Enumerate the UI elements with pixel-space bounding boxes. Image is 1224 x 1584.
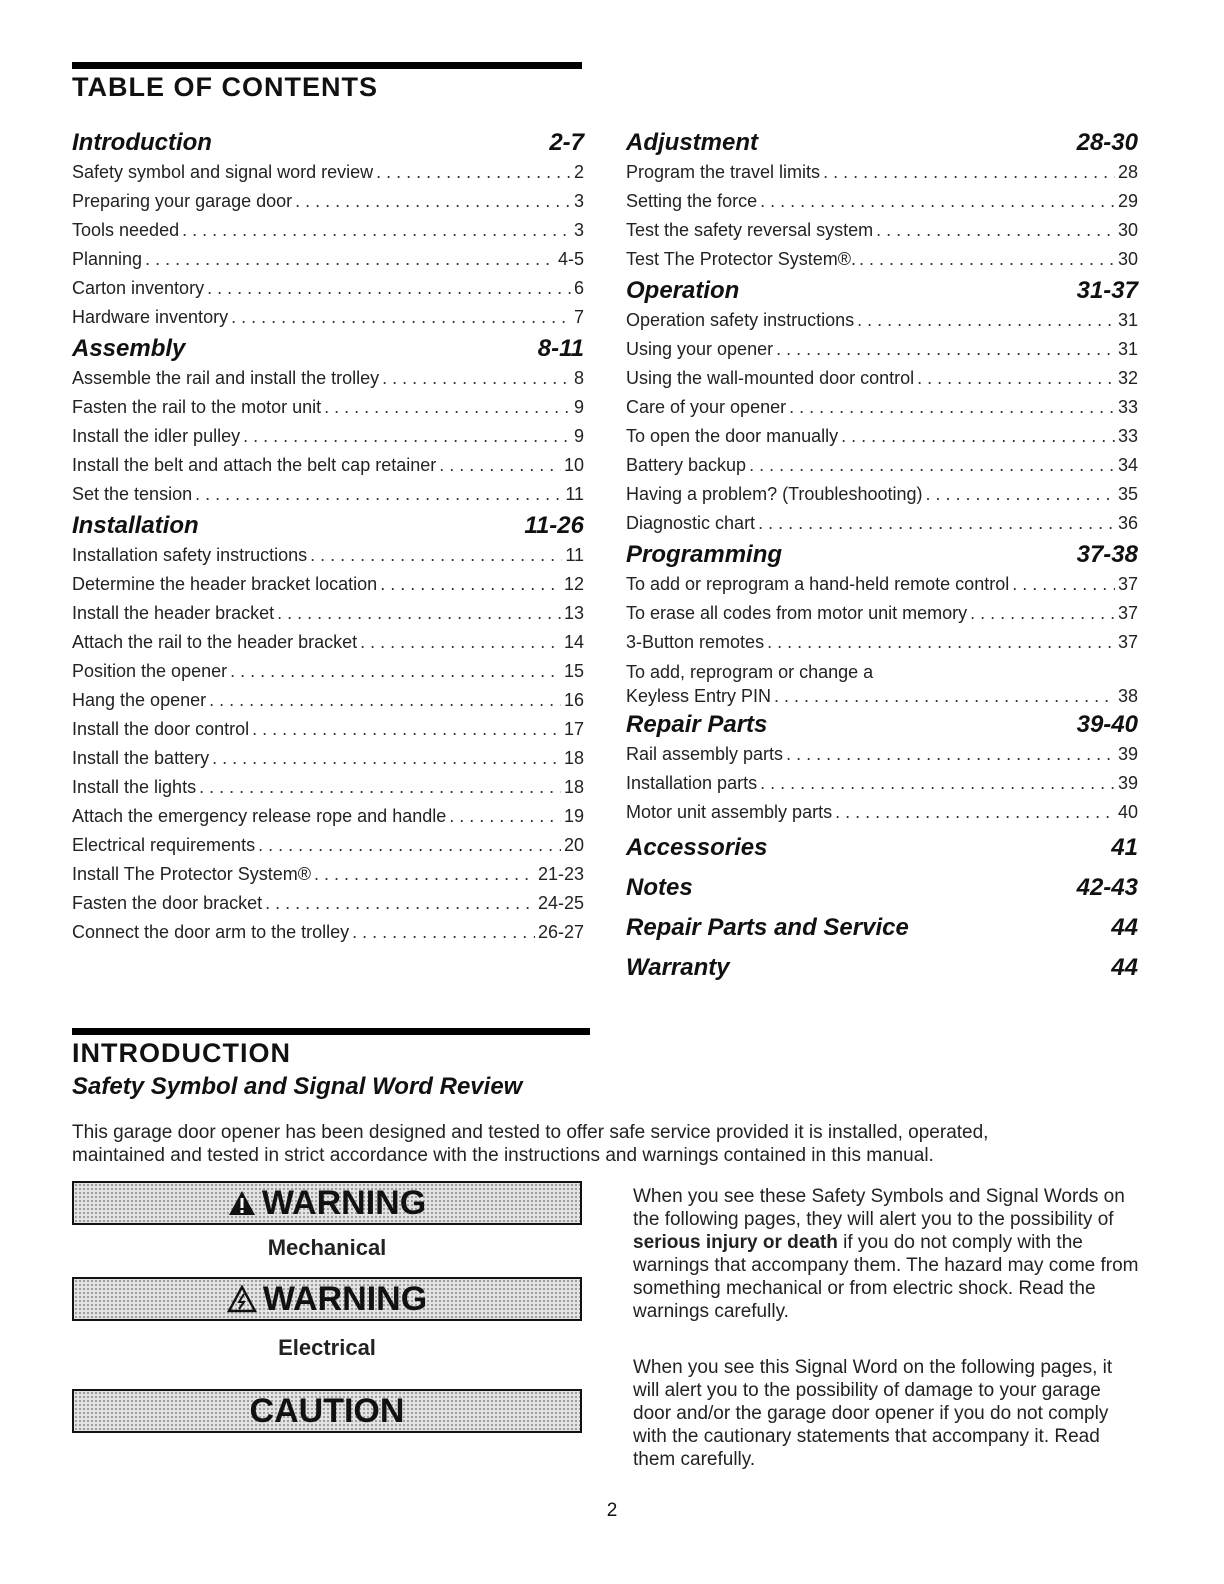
toc-entry-page: 33 — [1117, 426, 1138, 446]
toc-entry-title: Planning — [72, 249, 143, 269]
toc-leader-dots — [917, 364, 1115, 393]
toc-entry-title: Hang the opener — [72, 690, 207, 710]
toc-entry-title: Rail assembly parts — [626, 744, 784, 764]
toc-entry-title: Install the header bracket — [72, 603, 275, 623]
toc-entry-page: 37 — [1117, 603, 1138, 623]
toc-section-pages: 41 — [1111, 834, 1138, 861]
toc-entry-title: Using the wall-mounted door control — [626, 368, 915, 388]
toc-entry-page: 12 — [563, 574, 584, 594]
toc-entry-title: Install the belt and attach the belt cap retainer — [72, 455, 437, 475]
toc-entry-page: 33 — [1117, 397, 1138, 417]
toc-section-title: Repair Parts and Service — [626, 914, 909, 941]
intro-heading: INTRODUCTION — [72, 1038, 291, 1068]
toc-entry-page: 17 — [563, 719, 584, 739]
toc-entry-title: Attach the rail to the header bracket — [72, 632, 358, 652]
toc-section-title: Operation — [626, 277, 740, 304]
toc-entry — [72, 393, 584, 422]
toc-leader-dots — [243, 422, 571, 451]
toc-entry-title: Using your opener — [626, 339, 774, 359]
warning-electrical-caption: Electrical — [278, 1335, 376, 1360]
signal-word-paragraph: When you see this Signal Word on the following pages, it will alert you to the possibility of damage to your garage door and/or the garage door opener if you do not comply with the cautionary statements that accompany it. Read them carefully. — [633, 1357, 1113, 1470]
toc-entry — [626, 798, 1138, 827]
toc-entry — [72, 599, 584, 628]
toc-entry-title: Determine the header bracket location — [72, 574, 378, 594]
toc-entry-page: 28 — [1117, 162, 1138, 182]
toc-entry-title: Operation safety instructions — [626, 310, 855, 330]
toc-entry-page: 4-5 — [557, 249, 584, 269]
toc-entry-page: 39 — [1117, 744, 1138, 764]
toc-entry-title: Motor unit assembly parts — [626, 802, 833, 822]
intro-rule — [72, 1028, 590, 1035]
toc-entry-page: 3 — [573, 220, 584, 240]
warning-mechanical-caption: Mechanical — [267, 1235, 387, 1260]
toc-entry — [72, 860, 584, 889]
electrical-hazard-icon — [227, 1285, 257, 1313]
toc-leader-dots — [324, 393, 571, 422]
toc-entry-page: 9 — [573, 397, 584, 417]
toc-entry-page: 39 — [1117, 773, 1138, 793]
intro-subheading: Safety Symbol and Signal Word Review — [72, 1073, 523, 1100]
toc-entry-page: 40 — [1117, 802, 1138, 822]
toc-leader-dots — [252, 715, 561, 744]
toc-leader-dots — [760, 187, 1115, 216]
toc-entry-page: 38 — [1117, 686, 1138, 706]
toc-entry — [626, 187, 1138, 216]
toc-entry — [626, 306, 1138, 335]
toc-rule — [72, 62, 582, 69]
toc-leader-dots — [767, 628, 1115, 657]
toc-entry — [626, 393, 1138, 422]
toc-entry-title: Battery backup — [626, 455, 747, 475]
toc-entry-title: Tools needed — [72, 220, 180, 240]
toc-entry-page: 19 — [563, 806, 584, 826]
toc-entry — [72, 773, 584, 802]
toc-heading: TABLE OF CONTENTS — [72, 72, 378, 102]
toc-section-pages: 8-11 — [537, 335, 584, 362]
toc-section-title: Accessories — [626, 834, 768, 861]
toc-entry-page: 11 — [565, 484, 584, 504]
toc-leader-dots — [926, 480, 1115, 509]
toc-entry-title: To erase all codes from motor unit memory — [626, 603, 968, 623]
toc-section-title: Introduction — [72, 129, 212, 156]
toc-entry-page: 18 — [563, 748, 584, 768]
toc-leader-dots — [195, 480, 562, 509]
toc-entry-page: 3 — [573, 191, 584, 211]
toc-entry-page: 21-23 — [537, 864, 584, 884]
toc-entry-title: Safety symbol and signal word review — [72, 162, 374, 182]
toc-entry — [72, 274, 584, 303]
toc-leader-dots — [859, 245, 1115, 274]
toc-section-pages: 39-40 — [1076, 711, 1138, 738]
caution-label: CAUTION — [249, 1391, 405, 1430]
toc-section-heading — [626, 829, 1138, 867]
toc-entry — [626, 158, 1138, 187]
toc-leader-dots — [230, 657, 561, 686]
toc-entry — [72, 451, 584, 480]
toc-leader-dots — [449, 802, 561, 831]
toc-entry-title: Install the lights — [72, 777, 197, 797]
toc-entry-page: 13 — [563, 603, 584, 623]
toc-entry — [72, 158, 584, 187]
toc-entry-title: Test The Protector System®. — [626, 249, 857, 269]
toc-entry — [626, 628, 1138, 657]
toc-leader-dots — [749, 451, 1115, 480]
toc-entry-title: Install the idler pulley — [72, 426, 241, 446]
toc-entry — [626, 451, 1138, 480]
toc-leader-dots — [376, 158, 571, 187]
toc-entry-title: Installation safety instructions — [72, 545, 308, 565]
toc-section-heading — [72, 511, 584, 541]
toc-section-heading — [626, 909, 1138, 947]
toc-entry-title: To open the door manually — [626, 426, 839, 446]
toc-entry-page: 16 — [563, 690, 584, 710]
toc-entry — [72, 364, 584, 393]
toc-leader-dots — [212, 744, 561, 773]
toc-section-pages: 44 — [1111, 954, 1138, 981]
toc-entry-page: 32 — [1117, 368, 1138, 388]
toc-section-title: Notes — [626, 874, 693, 901]
toc-entry — [72, 187, 584, 216]
toc-leader-dots — [352, 918, 535, 947]
toc-entry — [72, 686, 584, 715]
toc-entry-title: Carton inventory — [72, 278, 205, 298]
toc-leader-dots — [835, 798, 1115, 827]
toc-entry-page: 7 — [573, 307, 584, 327]
toc-section-heading — [72, 334, 584, 364]
toc-entry-title: Installation parts — [626, 773, 758, 793]
toc-entry — [72, 303, 584, 332]
toc-entry — [626, 480, 1138, 509]
toc-leader-dots — [823, 158, 1115, 187]
toc-entry-title: Keyless Entry PIN — [626, 686, 772, 706]
toc-leader-dots — [758, 509, 1115, 538]
toc-entry-title: Having a problem? (Troubleshooting) — [626, 484, 923, 504]
toc-entry — [72, 216, 584, 245]
toc-entry-title: Setting the force — [626, 191, 758, 211]
toc-leader-dots — [265, 889, 535, 918]
toc-entry-page: 18 — [563, 777, 584, 797]
toc-entry-title: Preparing your garage door — [72, 191, 293, 211]
toc-entry — [626, 216, 1138, 245]
toc-section-title: Warranty — [626, 954, 730, 981]
warning-triangle-icon — [228, 1190, 256, 1216]
toc-leader-dots — [382, 364, 571, 393]
toc-left-column — [72, 126, 584, 947]
toc-section-heading — [626, 949, 1138, 987]
toc-entry — [72, 889, 584, 918]
toc-entry-title: To add or reprogram a hand-held remote control — [626, 574, 1010, 594]
toc-entry — [626, 570, 1138, 599]
toc-entry-page: 14 — [563, 632, 584, 652]
toc-entry-page: 31 — [1117, 339, 1138, 359]
toc-entry-title: Electrical requirements — [72, 835, 256, 855]
toc-entry — [72, 715, 584, 744]
toc-leader-dots — [841, 422, 1115, 451]
toc-entry — [72, 480, 584, 509]
toc-entry-page: 15 — [563, 661, 584, 681]
toc-entry — [626, 660, 1138, 708]
safety-symbols-paragraph: When you see these Safety Symbols and Signal Words on the following pages, they will alert you to the possibility of serious injury or death if you do not comply with the warnings that accompany them. The hazard may come from something mechanical or from electric shock. Read the warnings carefully. — [633, 1186, 1139, 1322]
toc-entry — [72, 541, 584, 570]
toc-leader-dots — [231, 303, 571, 332]
toc-section-heading — [626, 276, 1138, 306]
toc-entry-title: Attach the emergency release rope and handle — [72, 806, 447, 826]
toc-entry-title: Diagnostic chart — [626, 513, 756, 533]
toc-leader-dots — [776, 335, 1115, 364]
toc-entry-page: 24-25 — [537, 893, 584, 913]
toc-entry-page: 8 — [573, 368, 584, 388]
toc-section-heading — [626, 128, 1138, 158]
toc-entry — [626, 245, 1138, 274]
toc-entry — [626, 335, 1138, 364]
toc-entry-page: 37 — [1117, 632, 1138, 652]
toc-entry-page: 20 — [563, 835, 584, 855]
toc-leader-dots — [207, 274, 571, 303]
toc-entry-title: Care of your opener — [626, 397, 787, 417]
toc-entry-title: Install the door control — [72, 719, 250, 739]
toc-leader-dots — [774, 684, 1115, 708]
toc-leader-dots — [209, 686, 561, 715]
toc-entry — [72, 918, 584, 947]
warning-mechanical-banner — [72, 1181, 582, 1225]
toc-entry-page: 9 — [573, 426, 584, 446]
toc-entry-title: Connect the door arm to the trolley — [72, 922, 350, 942]
toc-section-title: Assembly — [72, 335, 186, 362]
toc-entry — [72, 570, 584, 599]
toc-leader-dots — [970, 599, 1115, 628]
toc-entry-page: 29 — [1117, 191, 1138, 211]
toc-entry — [72, 802, 584, 831]
caution-banner — [72, 1389, 582, 1433]
toc-entry-title: Test the safety reversal system — [626, 220, 874, 240]
toc-leader-dots — [295, 187, 571, 216]
toc-entry-title: Fasten the rail to the motor unit — [72, 397, 322, 417]
toc-entry-page: 34 — [1117, 455, 1138, 475]
toc-entry-title: Hardware inventory — [72, 307, 229, 327]
toc-section-heading — [626, 710, 1138, 740]
toc-section-pages: 31-37 — [1076, 277, 1138, 304]
toc-section-pages: 37-38 — [1076, 541, 1138, 568]
toc-leader-dots — [182, 216, 571, 245]
toc-section-heading — [72, 128, 584, 158]
toc-entry-page: 37 — [1117, 574, 1138, 594]
toc-section-title: Repair Parts — [626, 711, 768, 738]
toc-section-pages: 11-26 — [524, 512, 584, 539]
toc-entry — [626, 599, 1138, 628]
toc-entry-title: Assemble the rail and install the trolley — [72, 368, 380, 388]
toc-leader-dots — [439, 451, 561, 480]
toc-section-pages: 42-43 — [1076, 874, 1138, 901]
toc-section-title: Programming — [626, 541, 783, 568]
toc-section-title: Adjustment — [626, 129, 758, 156]
toc-leader-dots — [199, 773, 561, 802]
toc-section-title: Installation — [72, 512, 199, 539]
toc-leader-dots — [789, 393, 1115, 422]
toc-leader-dots — [314, 860, 535, 889]
toc-section-pages: 2-7 — [549, 129, 584, 156]
toc-entry — [72, 422, 584, 451]
toc-entry-title: To add, reprogram or change a — [626, 662, 874, 682]
toc-entry-title: 3-Button remotes — [626, 632, 765, 652]
toc-entry-title: Set the tension — [72, 484, 193, 504]
toc-leader-dots — [145, 245, 555, 274]
toc-entry — [626, 509, 1138, 538]
toc-entry — [626, 769, 1138, 798]
toc-entry — [72, 628, 584, 657]
toc-leader-dots — [258, 831, 561, 860]
toc-entry-page: 31 — [1117, 310, 1138, 330]
toc-leader-dots — [1012, 570, 1115, 599]
toc-entry — [626, 740, 1138, 769]
toc-section-heading — [626, 540, 1138, 570]
toc-entry-title: Program the travel limits — [626, 162, 821, 182]
toc-entry-title: Install the battery — [72, 748, 210, 768]
toc-leader-dots — [277, 599, 561, 628]
toc-leader-dots — [360, 628, 561, 657]
toc-entry — [72, 657, 584, 686]
toc-entry-page: 10 — [563, 455, 584, 475]
toc-entry-page: 6 — [573, 278, 584, 298]
toc-leader-dots — [786, 740, 1115, 769]
toc-entry — [72, 744, 584, 773]
warning-label: WARNING — [262, 1279, 428, 1318]
toc-section-pages: 28-30 — [1076, 129, 1138, 156]
toc-entry-page: 35 — [1117, 484, 1138, 504]
warning-label: WARNING — [261, 1183, 427, 1222]
toc-section-pages: 44 — [1111, 914, 1138, 941]
toc-leader-dots — [380, 570, 561, 599]
toc-entry-page: 26-27 — [537, 922, 584, 942]
intro-text: This garage door opener has been designed and tested to offer safe service provided it is installed, operated, maintained and tested in strict accordance with the instructions and warnings contained in this manual. — [72, 1122, 989, 1166]
toc-entry-title: Position the opener — [72, 661, 228, 681]
toc-entry — [626, 422, 1138, 451]
toc-entry — [72, 245, 584, 274]
toc-entry-page: 30 — [1117, 249, 1138, 269]
toc-entry-page: 30 — [1117, 220, 1138, 240]
toc-entry-page: 2 — [573, 162, 584, 182]
toc-entry-page: 36 — [1117, 513, 1138, 533]
toc-section-heading — [626, 869, 1138, 907]
warning-electrical-banner — [72, 1277, 582, 1321]
toc-right-column — [626, 126, 1138, 987]
page-number: 2 — [606, 1500, 618, 1521]
toc-entry — [72, 831, 584, 860]
toc-leader-dots — [857, 306, 1115, 335]
toc-leader-dots — [760, 769, 1115, 798]
toc-entry — [626, 364, 1138, 393]
toc-entry-title: Install The Protector System® — [72, 864, 312, 884]
toc-leader-dots — [310, 541, 562, 570]
toc-leader-dots — [876, 216, 1115, 245]
toc-entry-title: Fasten the door bracket — [72, 893, 263, 913]
toc-entry-page: 11 — [565, 545, 584, 565]
